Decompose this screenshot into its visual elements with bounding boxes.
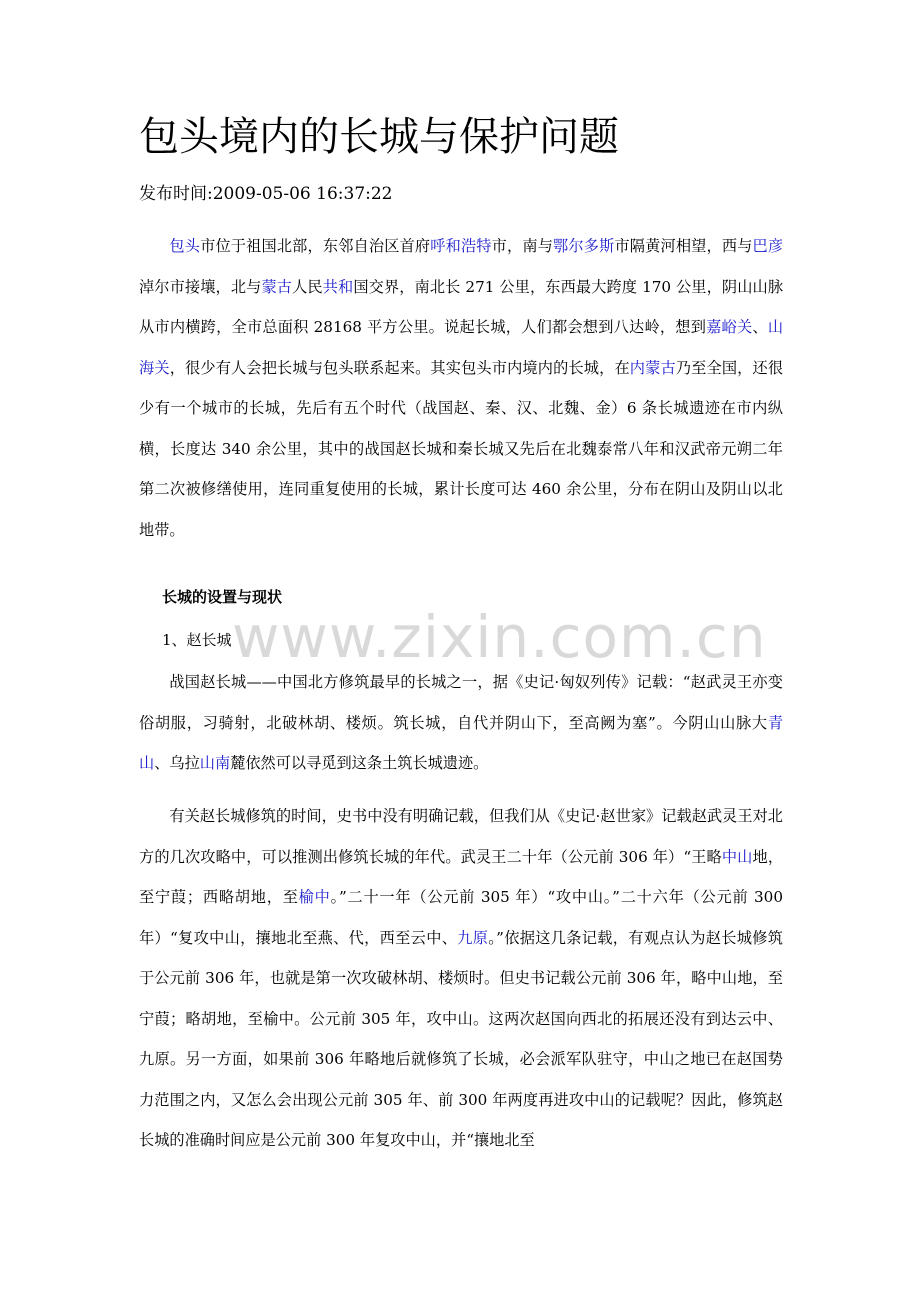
keyword-link[interactable]: 包头 [169,237,201,255]
keyword-link[interactable]: 嘉峪关 [706,318,753,336]
keyword-link[interactable]: 共和 [322,277,354,296]
keyword-link[interactable]: 内蒙古 [629,358,676,377]
paragraph-zhao-wall [139,662,783,784]
body-text: 地，至宁葭；西略胡地，至 [139,847,784,906]
page-title: 包头境内的长城与保护问题 [139,114,619,160]
body-text: 。”依据这几条记载，有观点认为赵长城修筑于公元前 306 年，也就是第一次攻破林胡、楼烦时。但史书记载公元前 306 年，略中山地，至宁葭；略胡地，至榆中。公元前 305 年，攻中山。这两次赵国向西北的拓展还没有到达云中、九原。另一方面，如果前 306 年略地后就修筑了长城，必会派军队驻守，中山之地已在赵国势力范围之内，又怎么会出现公元前 305 年、前 300 年两度再进攻中山的记载呢？因此，修筑赵长城的准确时间应是公元前 300 年复攻中山，并“攘地北至 [139,928,783,1149]
paragraph-construction-date [139,796,783,1161]
body-text: 国交界，南北长 271 公里，东西最大跨度 170 公里，阴山山脉从市内横跨，全市总面积 28168 平方公里。说起长城，人们都会想到八达岭，想到 [139,277,784,336]
body-text: 市隔黄河相望，西与 [614,237,753,255]
keyword-link[interactable]: 榆中 [298,888,331,906]
keyword-link[interactable]: 鄂尔多斯 [553,237,615,255]
body-text: 市，南与 [491,237,554,255]
intro-paragraph [139,226,783,550]
section-heading: 长城的设置与现状 [162,588,283,606]
body-text: 麓依然可以寻觅到这条土筑长城遗迹。 [230,754,489,772]
body-text: 淖尔市接壤，北与 [139,277,262,296]
body-text: 市位于祖国北部，东邻自治区首府 [200,237,431,255]
publish-time: 发布时间:2009-05-06 16:37:22 [139,184,393,204]
body-text: 。”二十一年（公元前 305 年）“攻中山。”二十六年（公元前 300 年）“复攻中山，攘地北至燕、代，西至云中、 [139,888,784,947]
body-text: 、乌拉 [154,754,200,772]
watermark-text: www.zixin.com.cn [232,603,767,671]
keyword-link[interactable]: 巴彦 [752,237,784,255]
body-text: ，很少有人会把长城与包头联系起来。其实包头市内境内的长城，在 [169,358,630,377]
keyword-link[interactable]: 蒙古 [261,277,293,296]
body-text: 人民 [292,277,323,296]
keyword-link[interactable]: 呼和浩特 [430,237,492,255]
keyword-link[interactable]: 中山 [721,847,753,866]
keyword-link[interactable]: 山海关 [139,318,783,377]
subsection-heading: 1、赵长城 [162,631,232,649]
keyword-link[interactable]: 青山 [139,713,783,772]
body-text: 战国赵长城——中国北方修筑最早的长城之一，据《史记·匈奴列传》记载：“赵武灵王亦变俗胡服，习骑射，北破林胡、楼烦。筑长城，自代并阴山下，至高阙为塞”。今阴山山脉大 [139,673,783,732]
body-text: 、 [752,318,768,336]
body-text: 乃至全国，还很少有一个城市的长城，先后有五个时代（战国赵、秦、汉、北魏、金）6 条长城遗迹在市内纵横，长度达 340 余公里，其中的战国赵长城和秦长城又先后在北魏泰常八年和汉武帝元朔二年第二次被修缮使用，连同重复使用的长城，累计长度可达 460 余公里，分布在阴山及阴山以北地带。 [139,358,784,539]
keyword-link[interactable]: 山南 [199,754,231,772]
body-text: 有关赵长城修筑的时间，史书中没有明确记载，但我们从《史记·赵世家》记载赵武灵王对北方的几次攻略中，可以推测出修筑长城的年代。武灵王二十年（公元前 306 年）“王略 [139,807,783,866]
keyword-link[interactable]: 九原 [457,928,489,947]
